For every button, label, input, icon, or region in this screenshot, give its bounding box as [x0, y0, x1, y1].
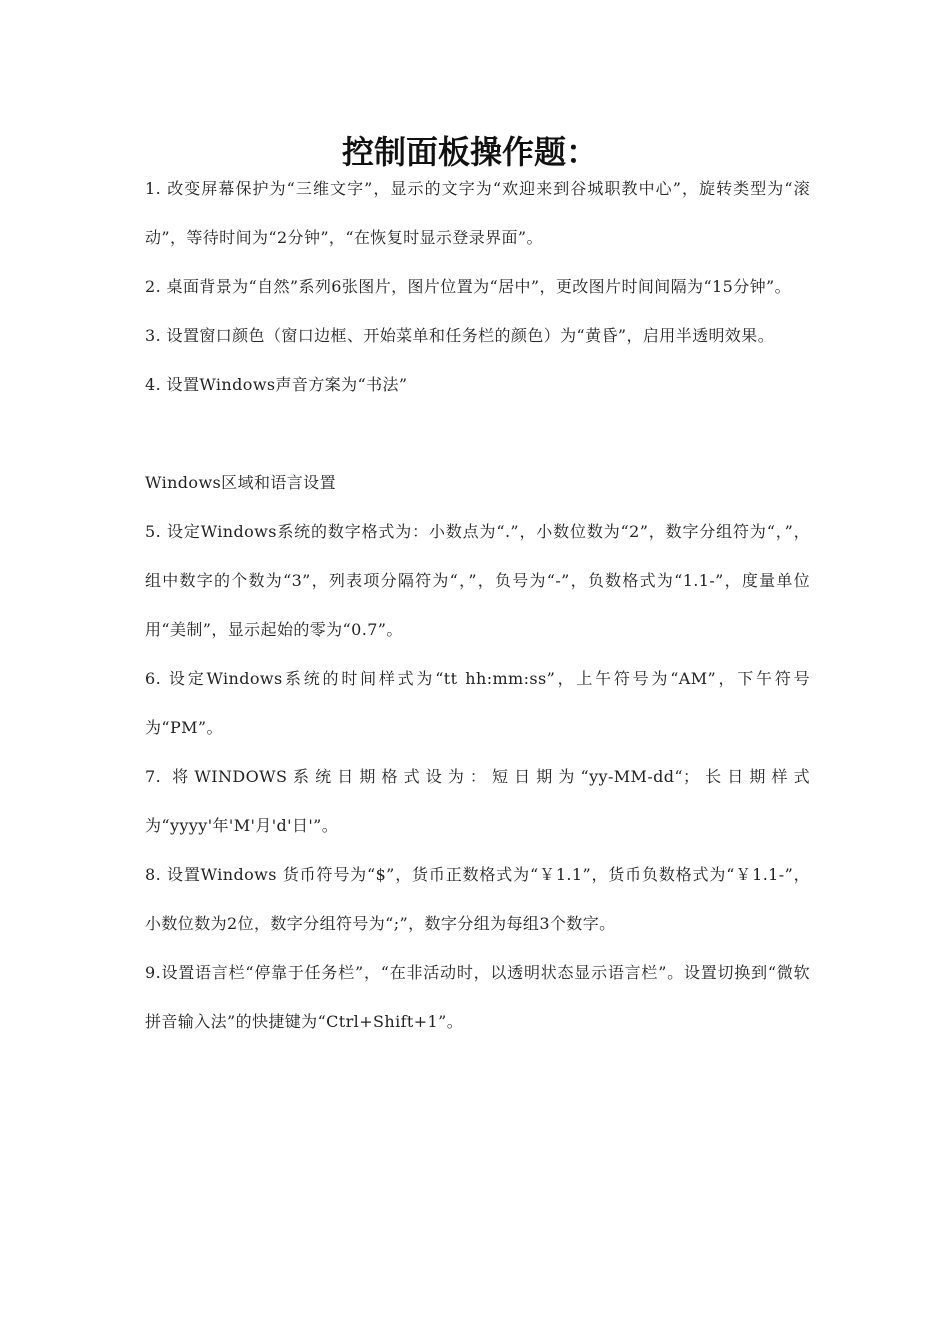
paragraph-8: 8. 设置Windows 货币符号为“$”，货币正数格式为“￥1.1”，货币负数格式为“￥1.1-”，小数位数为2位，数字分组符号为“;”，数字分组为每组3个数字。 [145, 865, 810, 933]
page-title: 控制面板操作题： [341, 133, 598, 171]
paragraph-4: 4. 设置Windows声音方案为“书法” [145, 375, 408, 394]
paragraph-6: 6. 设定Windows系统的时间样式为“tt hh:mm:ss”，上午符号为“AM”，下午符号为“PM”。 [145, 669, 810, 737]
document-body [145, 164, 810, 1046]
paragraph-7: 7. 将WINDOWS系统日期格式设为：短日期为“yy-MM-dd“；长日期样式为“yyyy'年'M'月'd'日'”。 [145, 767, 810, 835]
paragraph-1: 1. 改变屏幕保护为“三维文字”，显示的文字为“欢迎来到谷城职教中心”，旋转类型为“滚动”，等待时间为“2分钟”，“在恢复时显示登录界面”。 [145, 179, 810, 247]
paragraph-2: 2. 桌面背景为“自然”系列6张图片，图片位置为“居中”，更改图片时间间隔为“15分钟”。 [145, 277, 791, 296]
section-heading: Windows区域和语言设置 [145, 473, 336, 492]
blank-line [145, 409, 810, 458]
paragraph-3: 3. 设置窗口颜色（窗口边框、开始菜单和任务栏的颜色）为“黄昏”，启用半透明效果。 [145, 326, 775, 345]
paragraph-9: 9.设置语言栏“停靠于任务栏”，“在非活动时，以透明状态显示语言栏”。设置切换到“微软拼音输入法”的快捷键为“Ctrl+Shift+1”。 [145, 963, 810, 1031]
paragraph-5: 5. 设定Windows系统的数字格式为：小数点为“.”，小数位数为“2”，数字分组符为“，”，组中数字的个数为“3”，列表项分隔符为“，”，负号为“-”，负数格式为“1.1-”，度量单位用“美制”，显示起始的零为“0.7”。 [145, 522, 810, 639]
